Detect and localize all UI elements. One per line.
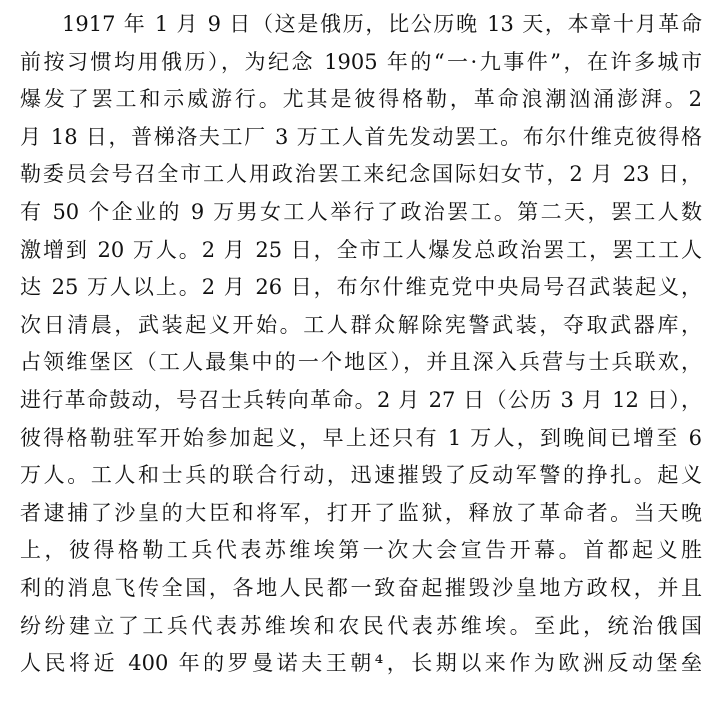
text-line: 勒委员会号召全市工人用政治罢工来纪念国际妇女节，2 月 23 日， <box>20 162 702 187</box>
text-line: 有 50 个企业的 9 万男女工人举行了政治罢工。第二天，罢工人数 <box>20 199 702 224</box>
text-line: 人民将近 400 年的罗曼诺夫王朝⁴，长期以来作为欧洲反动堡垒 <box>20 651 702 676</box>
body-paragraph <box>20 6 702 683</box>
text-line: 者逮捕了沙皇的大臣和将军，打开了监狱，释放了革命者。当天晚 <box>20 500 702 525</box>
text-line: 纷纷建立了工兵代表苏维埃和农民代表苏维埃。至此，统治俄国 <box>20 613 702 638</box>
text-line: 占领维堡区（工人最集中的一个地区），并且深入兵营与士兵联欢， <box>20 350 702 375</box>
text-line: 爆发了罢工和示威游行。尤其是彼得格勒，革命浪潮汹涌澎湃。2 <box>20 87 702 112</box>
text-line: 彼得格勒驻军开始参加起义，早上还只有 1 万人，到晚间已增至 6 <box>20 425 702 450</box>
text-line: 1917 年 1 月 9 日（这是俄历，比公历晚 13 天，本章十月革命 <box>62 12 702 36</box>
text-line: 利的消息飞传全国，各地人民都一致奋起摧毁沙皇地方政权，并且 <box>20 575 702 600</box>
text-line: 前按习惯均用俄历），为纪念 1905 年的“一·九事件”，在许多城市 <box>20 49 702 74</box>
text-line: 万人。工人和士兵的联合行动，迅速摧毁了反动军警的挣扎。起义 <box>20 463 702 488</box>
text-line: 上，彼得格勒工兵代表苏维埃第一次大会宣告开幕。首都起义胜 <box>20 538 702 563</box>
text-line: 进行革命鼓动，号召士兵转向革命。2 月 27 日（公历 3 月 12 日）， <box>20 387 702 412</box>
text-line: 激增到 20 万人。2 月 25 日，全市工人爆发总政治罢工，罢工工人 <box>20 237 702 262</box>
text-line: 达 25 万人以上。2 月 26 日，布尔什维克党中央局号召武装起义， <box>20 275 702 300</box>
text-line: 月 18 日，普梯洛夫工厂 3 万工人首先发动罢工。布尔什维克彼得格 <box>20 124 702 149</box>
text-line: 次日清晨，武装起义开始。工人群众解除宪警武装，夺取武器库， <box>20 312 702 337</box>
